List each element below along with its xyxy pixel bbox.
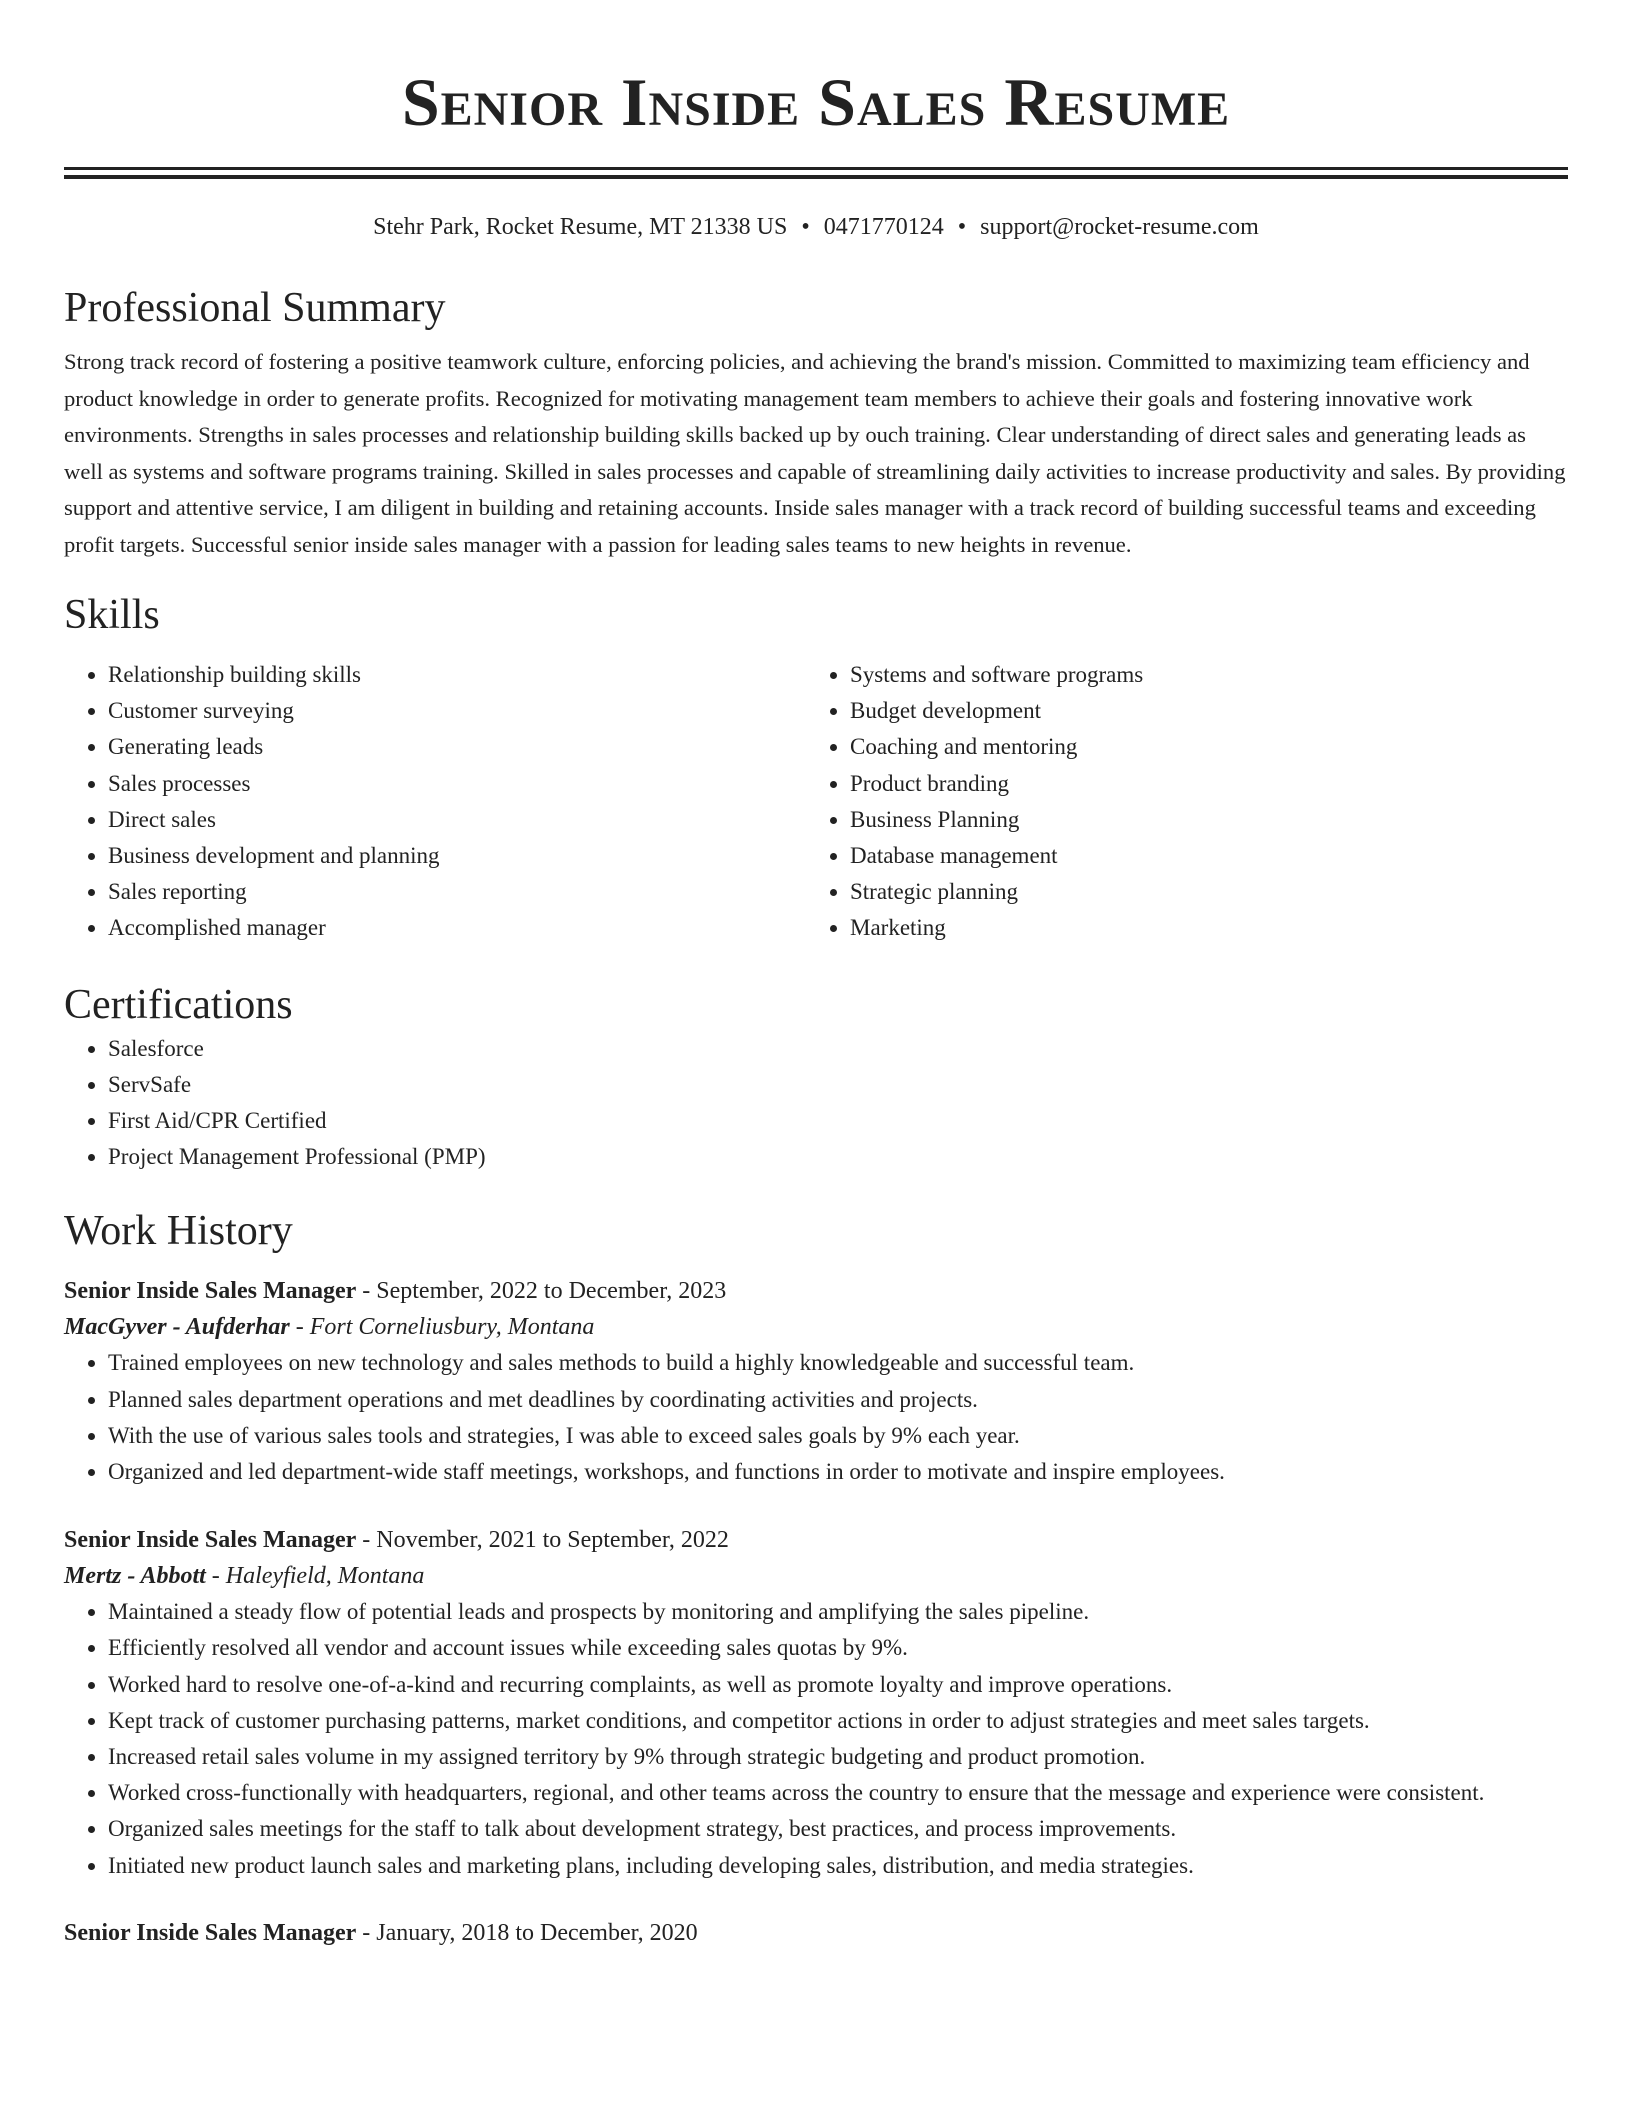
summary-text: Strong track record of fostering a positive teamwork culture, enforcing policies, and achieving the brand's mission. Committed to maximizing team efficiency and product knowledge in order to generate profits. Recognized for motivating management team members to achieve their goals and fostering innovative work environments. Strengths in sales processes and relationship building skills backed up by ouch training. Clear understanding of direct sales and generating leads as well as systems and software programs training. Skilled in sales processes and capable of streamlining daily activities to increase productivity and sales. By providing support and attentive service, I am diligent in building and retaining accounts. Inside sales manager with a track record of building successful teams and exceeding profit targets. Successful senior inside sales manager with a passion for leading sales teams to new heights in revenue.: [64, 349, 1566, 557]
skill-item: • Business Planning: [850, 802, 1548, 838]
skills-heading: Skills: [64, 592, 160, 638]
job-duty-item: • With the use of various sales tools and strategies, I was able to exceed sales goals by 9% each year.: [108, 1418, 1568, 1454]
skill-item: • Customer surveying: [108, 693, 806, 729]
page-title: Senior Inside Sales Resume: [401, 64, 1231, 140]
skill-item: • Budget development: [850, 693, 1548, 729]
skill-item: • Direct sales: [108, 802, 806, 838]
job-duty-item: • Kept track of customer purchasing patterns, market conditions, and competitor actions in order to adjust strategies and meet sales targets.: [108, 1703, 1568, 1739]
job-company-line: [64, 1309, 1568, 1345]
job-dates: - January, 2018 to December, 2020: [356, 1919, 698, 1946]
job-company: MacGyver - Aufderhar: [64, 1314, 290, 1341]
certification-item: • Salesforce: [108, 1031, 1568, 1067]
job-duty-item: • Organized sales meetings for the staff to talk about development strategy, best practices, and process improvements.: [108, 1811, 1568, 1847]
job-role: Senior Inside Sales Manager: [64, 1278, 357, 1305]
job-duty-item: • Worked hard to resolve one-of-a-kind and recurring complaints, as well as promote loyalty and improve operations.: [108, 1667, 1568, 1703]
job-title-line: [64, 1273, 1568, 1309]
certifications-heading: Certifications: [64, 981, 293, 1028]
job-duty-item: • Trained employees on new technology and sales methods to build a highly knowledgeable and successful team.: [108, 1345, 1568, 1381]
skill-item: • Sales reporting: [108, 874, 806, 910]
job-title-line: [64, 1915, 1568, 1951]
skill-item: • Accomplished manager: [108, 910, 806, 946]
job-location: - Fort Corneliusbury, Montana: [289, 1314, 595, 1341]
certification-item: • ServSafe: [108, 1067, 1568, 1103]
job-dates: - November, 2021 to September, 2022: [356, 1527, 729, 1554]
contact-separator: •: [957, 214, 967, 240]
job-duty-item: • Planned sales department operations and met deadlines by coordinating activities and projects.: [108, 1382, 1568, 1418]
skills-list-right: [806, 657, 1548, 947]
job-duty-item: • Initiated new product launch sales and marketing plans, including developing sales, distribution, and media strategies.: [108, 1848, 1568, 1884]
job-role: Senior Inside Sales Manager: [64, 1919, 357, 1946]
skill-item: • Sales processes: [108, 766, 806, 802]
skill-item: • Marketing: [850, 910, 1548, 946]
job-duty-item: • Worked cross-functionally with headquarters, regional, and other teams across the country to ensure that the message and experience were consistent.: [108, 1775, 1568, 1811]
job-title-line: [64, 1522, 1568, 1558]
skill-item: • Relationship building skills: [108, 657, 806, 693]
skills-column-right: [806, 657, 1548, 947]
job-entry: [64, 1273, 1568, 1490]
certification-item: • First Aid/CPR Certified: [108, 1103, 1568, 1139]
work-history-heading: Work History: [64, 1208, 293, 1255]
job-duties-list: [64, 1594, 1568, 1884]
contact-line: [64, 210, 1568, 244]
skill-item: • Systems and software programs: [850, 657, 1548, 693]
job-duty-item: • Maintained a steady flow of potential leads and prospects by monitoring and amplifying the sales pipeline.: [108, 1594, 1568, 1630]
skills-columns: [64, 657, 1568, 947]
contact-separator: •: [801, 214, 810, 240]
title-divider: [64, 167, 1568, 179]
skill-item: • Coaching and mentoring: [850, 729, 1548, 765]
skills-list-left: [64, 657, 806, 947]
skill-item: • Database management: [850, 838, 1548, 874]
job-entry: [64, 1522, 1568, 1884]
summary-heading: Professional Summary: [64, 285, 446, 331]
job-entry: [64, 1915, 1568, 1951]
skills-column-left: [64, 657, 806, 947]
job-duty-item: • Increased retail sales volume in my assigned territory by 9% through strategic budgeting and product promotion.: [108, 1739, 1568, 1775]
job-duty-item: • Efficiently resolved all vendor and account issues while exceeding sales quotas by 9%.: [108, 1630, 1568, 1666]
skill-item: • Product branding: [850, 766, 1548, 802]
skill-item: • Strategic planning: [850, 874, 1548, 910]
certifications-list: [64, 1031, 1568, 1176]
contact-phone: 0471770124: [823, 214, 944, 240]
skill-item: • Business development and planning: [108, 838, 806, 874]
certification-item: • Project Management Professional (PMP): [108, 1139, 1568, 1175]
job-dates: - September, 2022 to December, 2023: [356, 1278, 727, 1305]
job-company: Mertz - Abbott: [64, 1563, 206, 1590]
job-duties-list: [64, 1345, 1568, 1490]
contact-address: Stehr Park, Rocket Resume, MT 21338 US: [373, 214, 788, 240]
skill-item: • Generating leads: [108, 729, 806, 765]
contact-email: support@rocket-resume.com: [980, 214, 1259, 240]
job-role: Senior Inside Sales Manager: [64, 1527, 357, 1554]
job-company-line: [64, 1558, 1568, 1594]
job-duty-item: • Organized and led department-wide staff meetings, workshops, and functions in order to motivate and inspire employees.: [108, 1454, 1568, 1490]
job-location: - Haleyfield, Montana: [205, 1563, 425, 1590]
